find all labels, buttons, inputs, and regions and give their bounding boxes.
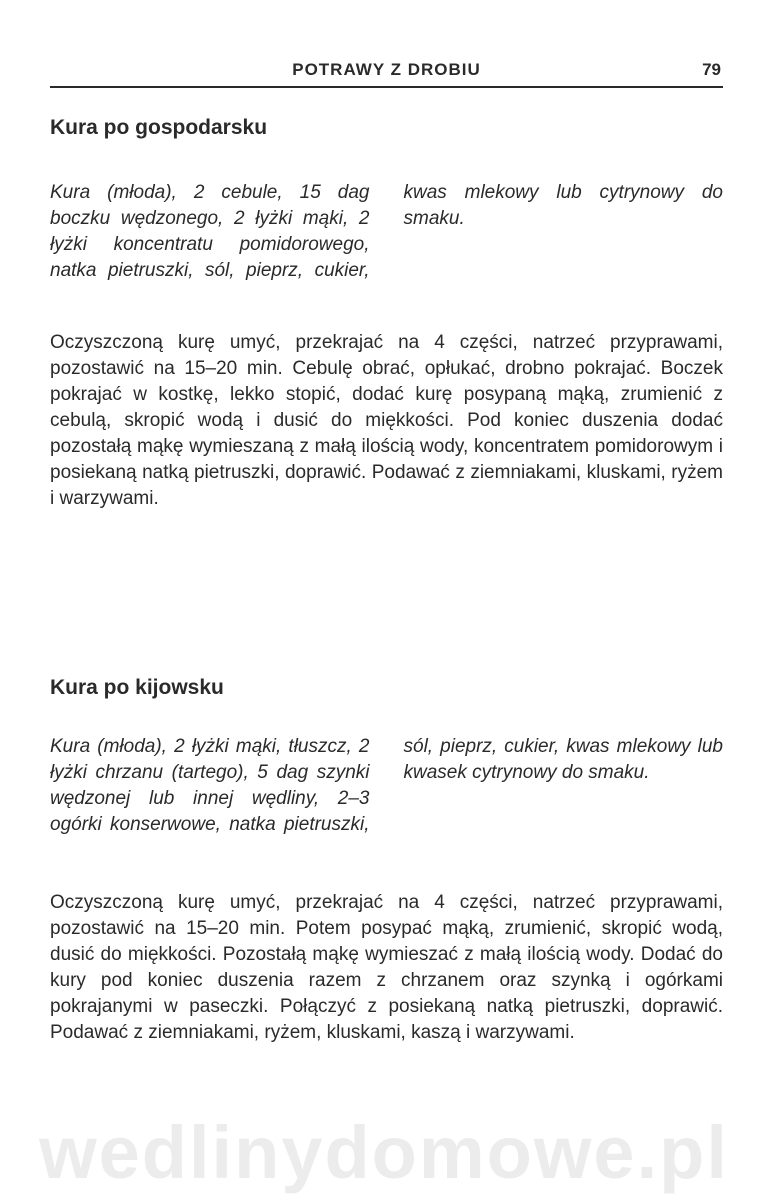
ingredients-list: Kura (młoda), 2 łyżki mąki, tłuszcz, 2 łyżki chrzanu (tartego), 5 dag szynki wędzonej lub innej wędliny, 2–3 ogórki konserwowe, natka pietruszki, sól, pieprz, cukier, kwas mlekowy lub kwasek cytrynowy do smaku. xyxy=(50,736,723,835)
section-title: POTRAWY Z DROBIU xyxy=(292,60,481,79)
recipe-method: Oczyszczoną kurę umyć, przekrajać na 4 części, natrzeć przyprawami, pozostawić na 15–20 min. Potem posypać mąką, zrumienić, skropić wodą, dusić do miękkości. Pozostałą mąkę wymieszać z małą ilością wody. Dodać do kury pod koniec duszenia razem z chrzanem oraz szynką i ogórkami pokrajanymi w paseczki. Połączyć z posiekaną natką pietruszki, doprawić. Podawać z ziemniakami, ryżem, kluskami, kaszą i warzywami. xyxy=(50,892,723,1043)
watermark: wedlinydomowe.pl xyxy=(39,1111,729,1194)
ingredients-list: Kura (młoda), 2 cebule, 15 dag boczku wędzonego, 2 łyżki mąki, 2 łyżki koncentratu pomidorowego, natka pietruszki, sól, pieprz, cukier, kwas mlekowy lub cytrynowy do smaku. xyxy=(50,182,723,281)
recipe-title: Kura po gospodarsku xyxy=(50,116,268,139)
recipe-title: Kura po kijowsku xyxy=(50,676,224,699)
recipe-method: Oczyszczoną kurę umyć, przekrajać na 4 części, natrzeć przyprawami, pozostawić na 15–20 min. Cebulę obrać, opłukać, drobno pokrajać. Boczek pokrajać w kostkę, lekko stopić, dodać kurę posypaną mąką, zrumienić z cebulą, skropić wodą i dusić do miękkości. Pod koniec duszenia dodać pozostałą mąkę wymieszaną z małą ilością wody, koncentratem pomidorowym i posiekaną natką pietruszki, doprawić. Podawać z ziemniakami, kluskami, ryżem i warzywami. xyxy=(50,332,723,509)
page-header xyxy=(50,58,723,88)
page-number: 79 xyxy=(702,60,721,79)
